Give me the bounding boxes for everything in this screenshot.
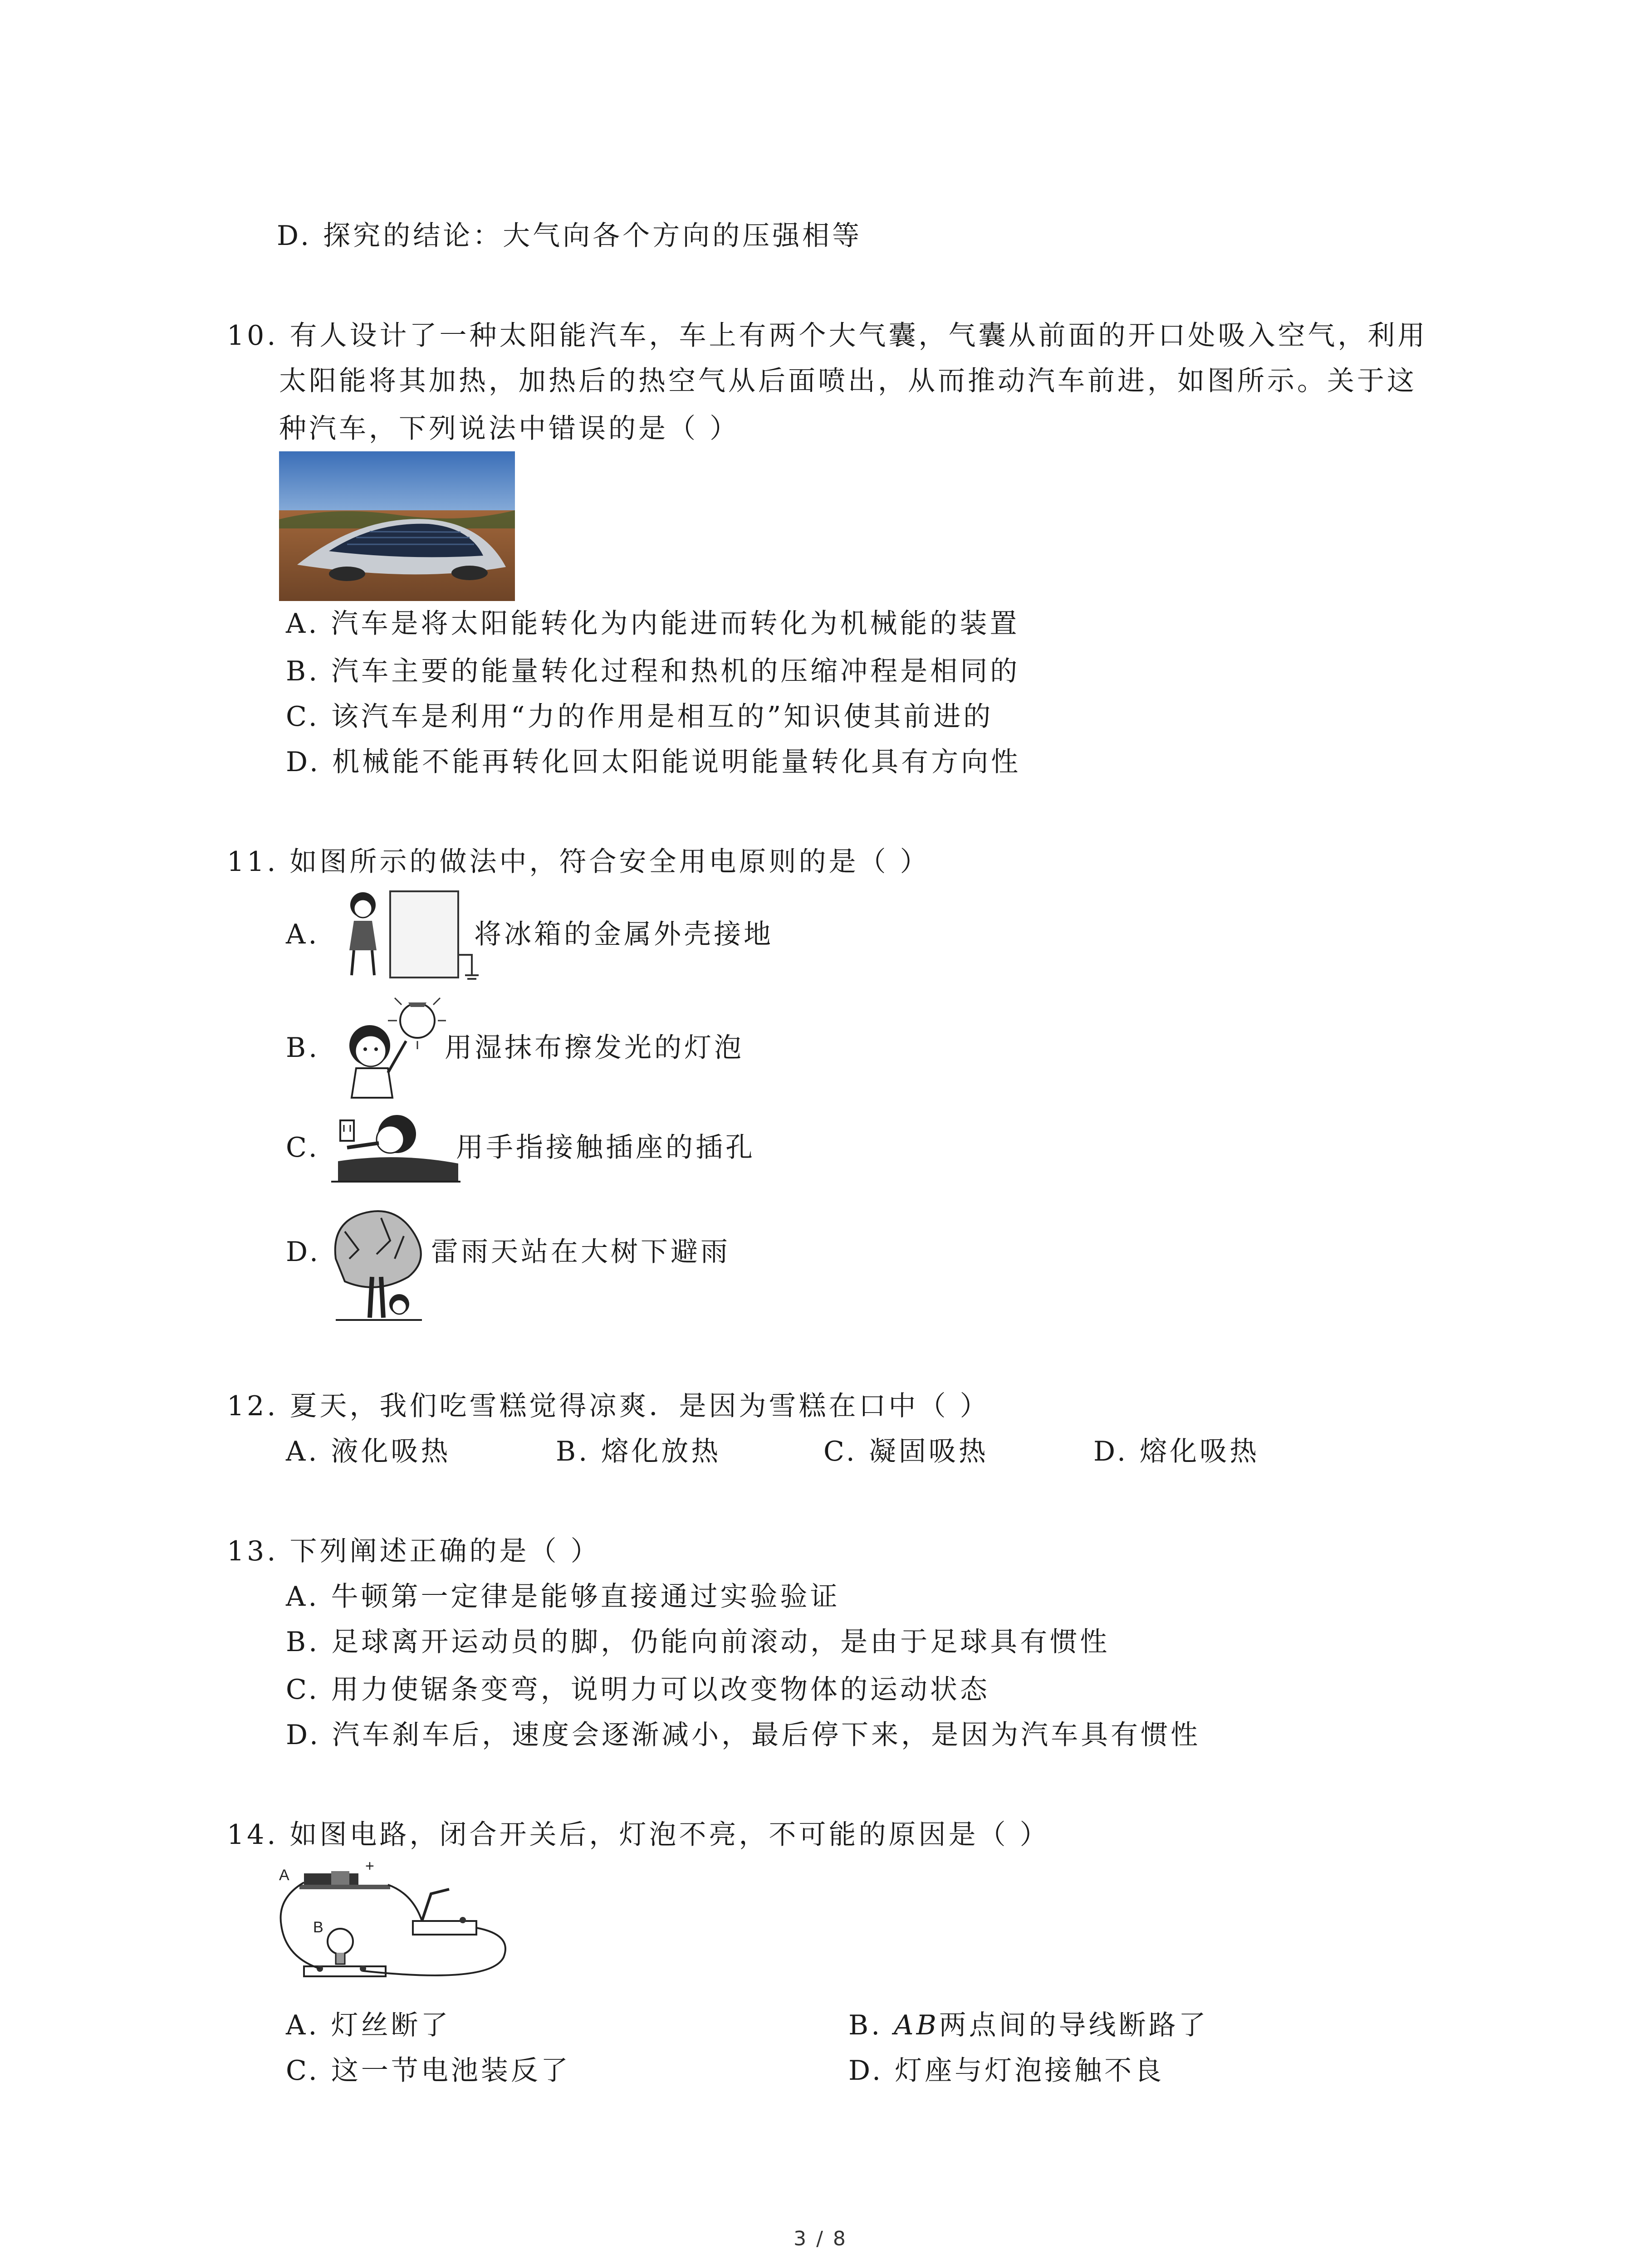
q12-option-a: A. 液化吸热 — [286, 1436, 451, 1467]
q13-option-b: B. 足球离开运动员的脚，仍能向前滚动，是由于足球具有惯性 — [286, 1626, 1110, 1658]
q10-option-b: B. 汽车主要的能量转化过程和热机的压缩冲程是相同的 — [286, 655, 1020, 687]
circuit-diagram — [277, 1857, 513, 1994]
q13-option-a: A. 牛顿第一定律是能够直接通过实验验证 — [286, 1581, 840, 1613]
tree-lightning-illustration — [327, 1204, 431, 1327]
circuit-label-plus: + — [365, 1857, 374, 1875]
q11-option-b-letter: B. — [286, 1032, 320, 1064]
q14-option-a: A. 灯丝断了 — [286, 2009, 451, 2041]
q10-stem-line1: 10. 有人设计了一种太阳能汽车，车上有两个大气囊，气囊从前面的开口处吸入空气，利用 — [227, 320, 1428, 352]
q14-stem: 14. 如图电路，闭合开关后，灯泡不亮，不可能的原因是（ ） — [227, 1819, 1050, 1851]
q10-stem-line3: 种汽车，下列说法中错误的是（ ） — [279, 413, 740, 445]
q11-option-d-letter: D. — [286, 1236, 321, 1268]
q13-option-d: D. 汽车刹车后，速度会逐渐减小，最后停下来，是因为汽车具有惯性 — [286, 1719, 1201, 1751]
q11-option-a-letter: A. — [286, 919, 320, 950]
grounded-fridge-illustration — [327, 887, 481, 982]
q11-option-c-text: 用手指接触插座的插孔 — [456, 1132, 755, 1163]
q11-option-c-letter: C. — [286, 1132, 320, 1163]
q11-option-d-text: 雷雨天站在大树下避雨 — [431, 1236, 730, 1268]
q11-stem: 11. 如图所示的做法中，符合安全用电原则的是（ ） — [227, 846, 930, 878]
q11-option-a-text: 将冰箱的金属外壳接地 — [474, 919, 774, 950]
q12-stem: 12. 夏天，我们吃雪糕觉得凉爽．是因为雪糕在口中（ ） — [227, 1390, 990, 1422]
wet-cloth-bulb-illustration — [329, 996, 447, 1100]
q10-option-d: D. 机械能不能再转化回太阳能说明能量转化具有方向性 — [286, 746, 1021, 778]
q13-option-c: C. 用力使锯条变弯，说明力可以改变物体的运动状态 — [286, 1674, 990, 1706]
q11-option-b-text: 用湿抹布擦发光的灯泡 — [445, 1032, 744, 1064]
q14-option-b-text: 两点间的导线断路了 — [939, 2009, 1209, 2041]
q13-stem: 13. 下列阐述正确的是（ ） — [227, 1535, 601, 1567]
q10-option-a: A. 汽车是将太阳能转化为内能进而转化为机械能的装置 — [286, 608, 1020, 640]
q14-option-c: C. 这一节电池装反了 — [286, 2055, 571, 2087]
q9-option-d: D. 探究的结论：大气向各个方向的压强相等 — [277, 220, 862, 252]
q14-option-b-points: AB — [894, 2009, 939, 2041]
q10-stem-line2: 太阳能将其加热，加热后的热空气从后面喷出，从而推动汽车前进，如图所示。关于这 — [279, 365, 1417, 397]
q12-option-c: C. 凝固吸热 — [823, 1436, 989, 1467]
q14-option-d: D. 灯座与灯泡接触不良 — [848, 2055, 1165, 2087]
page-number: 3 / 8 — [794, 2227, 847, 2250]
circuit-label-a: A — [279, 1867, 289, 1884]
q14-option-b-prefix: B. — [848, 2009, 894, 2041]
q10-option-c: C. 该汽车是利用“力的作用是相互的”知识使其前进的 — [286, 701, 994, 733]
q14-option-b — [848, 2007, 1209, 2043]
circuit-label-b: B — [313, 1919, 323, 1936]
socket-finger-illustration — [329, 1107, 460, 1184]
solar-car-photo — [279, 451, 515, 601]
q12-option-d: D. 熔化吸热 — [1093, 1436, 1260, 1467]
q12-option-b: B. 熔化放热 — [556, 1436, 721, 1467]
